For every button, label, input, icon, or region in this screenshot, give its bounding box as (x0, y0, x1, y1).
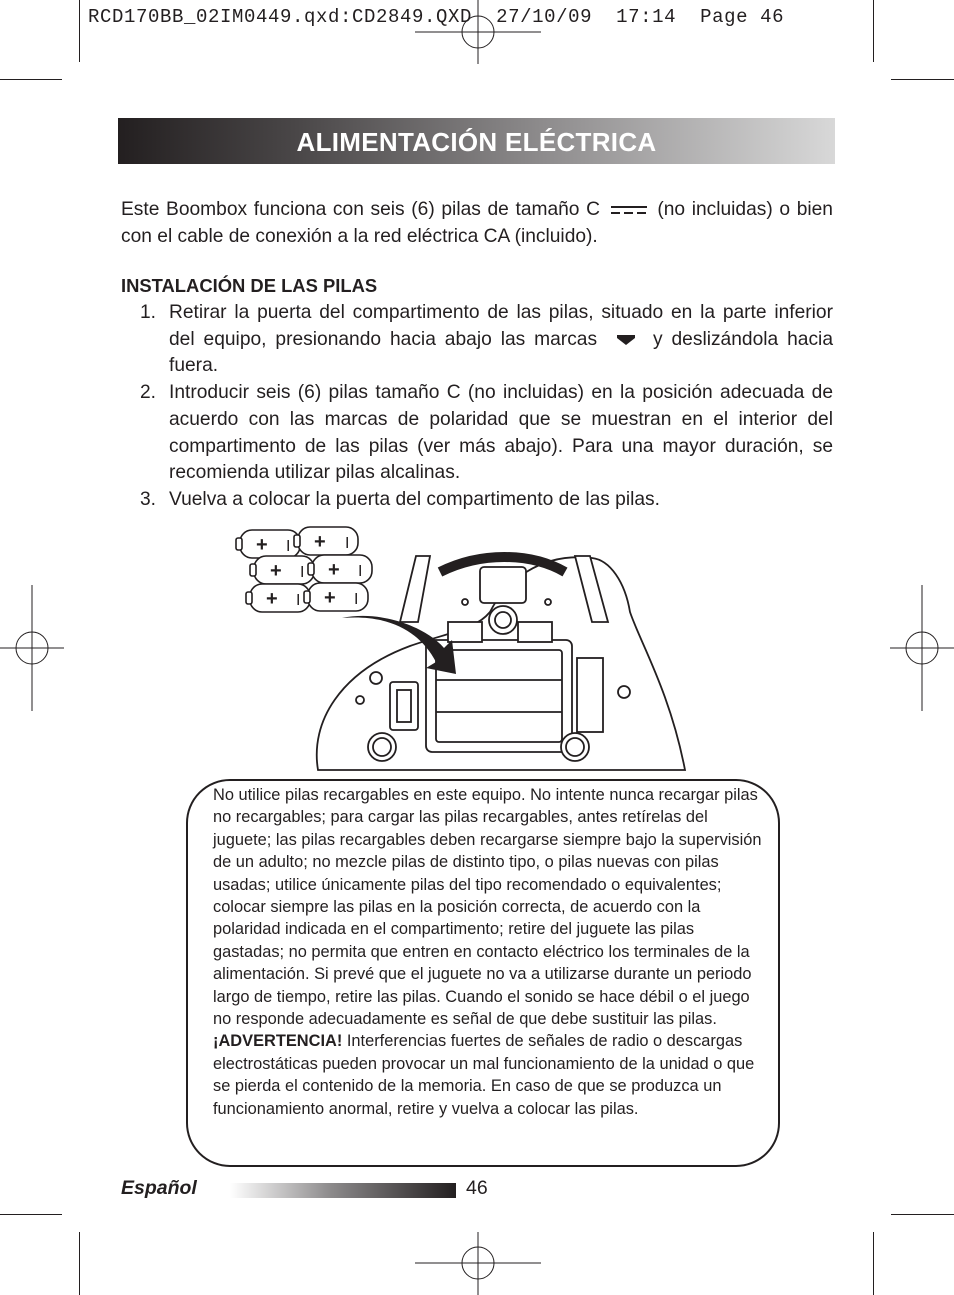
battery-icon (236, 530, 300, 558)
section-heading: INSTALACIÓN DE LAS PILAS (121, 275, 378, 296)
battery-minus-label: I (300, 564, 305, 581)
press-mark-icon (616, 334, 636, 346)
crop-mark-bl-v (79, 1232, 80, 1295)
battery-minus-label: I (345, 535, 350, 552)
step-number: 1. (140, 302, 157, 323)
title-banner (118, 118, 835, 164)
crop-mark-br-h (891, 1214, 954, 1215)
step-text: Introducir seis (6) pilas tamaño C (no incluidas) en la posición adecuada de acuerdo con las marcas de polaridad que se muestran en el interior del compartimento de las pilas (ver más abajo). Para una mayor duración, se recomienda utilizar pilas alcalinas. (169, 382, 833, 484)
battery-icon (294, 527, 358, 555)
battery-minus-label: I (296, 592, 301, 609)
crop-mark-tr-h (891, 79, 954, 80)
boombox-underside (317, 556, 685, 770)
page-title: ALIMENTACIÓN ELÉCTRICA (296, 127, 657, 157)
battery-plus-label: + (324, 587, 336, 609)
battery-minus-label: I (286, 538, 291, 555)
crop-mark-tl-v (79, 0, 80, 62)
footer-language: Español (121, 1177, 197, 1199)
warning-label: ¡ADVERTENCIA! (213, 1032, 343, 1051)
battery-icon (246, 584, 310, 612)
step-number: 2. (140, 382, 157, 404)
warning-text (213, 784, 769, 1120)
step-item (121, 487, 833, 514)
footer-gradient-bar (230, 1183, 456, 1198)
crop-mark-br-v (873, 1232, 874, 1295)
battery-icon (304, 583, 368, 611)
battery-minus-label: I (354, 591, 359, 608)
step-item (121, 300, 833, 380)
warning-text-interference: Interferencias fuertes de señales de radio o descargas electrostáticas pueden provocar un mal funcionamiento de la unidad o que se pierda el contenido de la memoria. En caso de que se produzca un funcionamiento anormal, retire y vuelva a colocar las pilas. (213, 1032, 755, 1118)
step-text: Vuelva a colocar la puerta del compartimento de las pilas. (169, 488, 660, 510)
registration-mark-left (0, 585, 64, 711)
battery-installation-illustration (230, 522, 700, 774)
battery-icon (308, 555, 372, 583)
battery-plus-label: + (256, 534, 268, 556)
step-text-end: y deslizándola hacia fuera. (169, 328, 833, 377)
battery-plus-label: + (314, 531, 326, 553)
crop-mark-tl-h (0, 79, 62, 80)
registration-mark-right (890, 585, 954, 711)
battery-minus-label: I (358, 563, 363, 580)
crop-mark-bl-h (0, 1214, 62, 1215)
print-slug: RCD170BB_02IM0449.qxd:CD2849.QXD 27/10/09 17:14 Page 46 (88, 6, 785, 28)
battery-plus-label: + (328, 559, 340, 581)
dc-symbol-icon (611, 204, 647, 216)
battery-icon (250, 556, 314, 584)
crop-mark-tr-v (873, 0, 874, 62)
intro-text-end: (no incluidas) o bien con el cable de conexión a la red eléctrica CA (incluido). (121, 199, 833, 247)
step-number: 3. (140, 488, 157, 510)
battery-plus-label: + (266, 588, 278, 610)
step-item (121, 380, 833, 487)
intro-text-start: Este Boombox funciona con seis (6) pilas de tamaño C (121, 199, 600, 220)
warning-text-main: No utilice pilas recargables en este equipo. No intente nunca recargar pilas no recargables; para cargar las pilas recargables, antes retírelas del juguete; las pilas recargables deben recargarse siempre bajo la supervisión de un adulto; no mezcle pilas de distinto tipo, o pilas nuevas con pilas usadas; utilice únicamente pilas del tipo recomendado o equivalentes; colocar siempre las pilas en la posición correcta, de acuerdo con la polaridad indicada en el compartimento; retire del juguete las pilas gastadas; no permita que entren en contacto eléctrico los terminales de la alimentación. Si prevé que el juguete no va a utilizarse durante un periodo largo de tiempo, retire las pilas. Cuando el sonido se hace débil o el juego no responde adecuadamente es señal de que debe sustituir las pilas. (213, 786, 762, 1029)
registration-mark-top (415, 0, 541, 64)
steps-list (121, 300, 833, 514)
intro-paragraph (121, 197, 833, 250)
battery-plus-label: + (270, 560, 282, 582)
page-number: 46 (466, 1177, 488, 1199)
step-text: Retirar la puerta del compartimento de las pilas, situado en la parte inferior del equipo, presionando hacia abajo las marcas (169, 302, 833, 350)
registration-mark-bottom (415, 1232, 541, 1295)
